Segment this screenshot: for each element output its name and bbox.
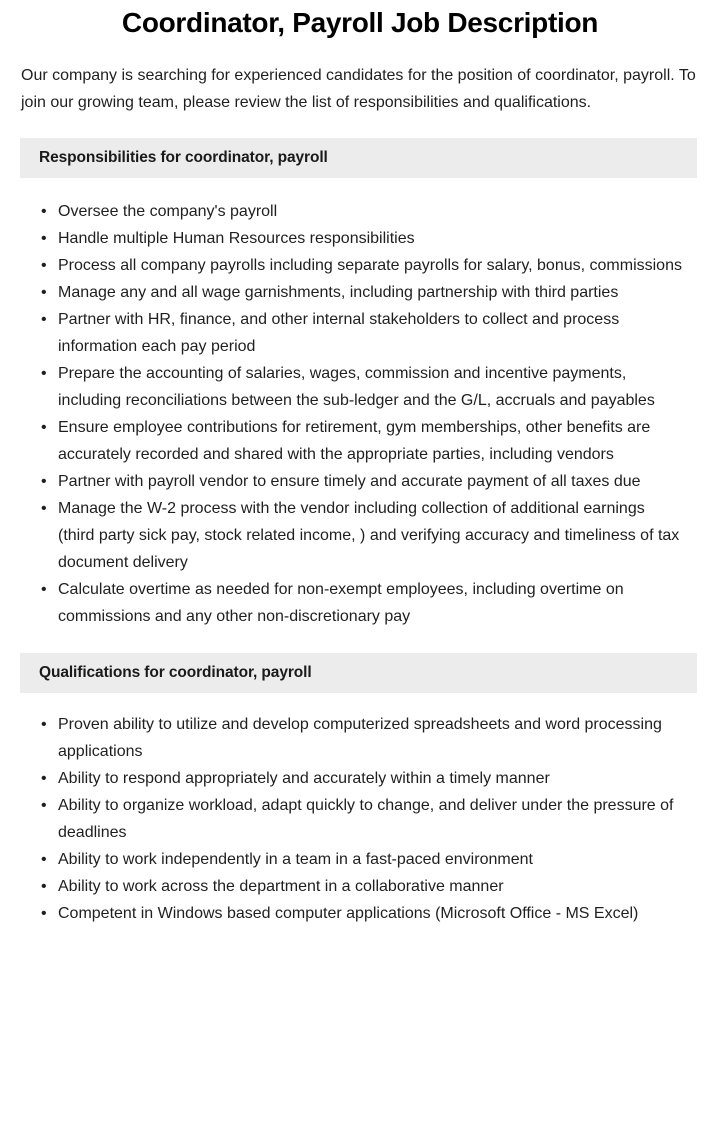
section-header-responsibilities xyxy=(20,138,697,178)
list-item: • Manage the W-2 process with the vendor including collection of additional earnings (third party sick pay, stock related income, ) and verifying accuracy and timeliness of tax document delivery xyxy=(0,495,700,576)
section-header-qualifications xyxy=(20,653,697,693)
list-item: • Prepare the accounting of salaries, wages, commission and incentive payments, including reconciliations between the sub-ledger and the G/L, accruals and payables xyxy=(0,360,700,414)
list-item: • Ensure employee contributions for retirement, gym memberships, other benefits are accurately recorded and shared with the appropriate parties, including vendors xyxy=(0,414,700,468)
list-item: • Ability to work independently in a team in a fast-paced environment xyxy=(0,846,700,873)
list-item: • Ability to respond appropriately and accurately within a timely manner xyxy=(0,765,700,792)
section-qualifications xyxy=(0,653,720,927)
list-item: • Partner with payroll vendor to ensure timely and accurate payment of all taxes due xyxy=(0,468,700,495)
section-header-label: Qualifications for coordinator, payroll xyxy=(39,664,312,681)
list-item: • Ability to work across the department in a collaborative manner xyxy=(0,873,700,900)
list-item: • Calculate overtime as needed for non-exempt employees, including overtime on commissions and any other non-discretionary pay xyxy=(0,576,700,630)
page-title: Coordinator, Payroll Job Description xyxy=(121,7,599,38)
list-item: • Oversee the company's payroll xyxy=(0,198,700,225)
list-item: • Handle multiple Human Resources responsibilities xyxy=(0,225,700,252)
list-item: • Ability to organize workload, adapt quickly to change, and deliver under the pressure of deadlines xyxy=(0,792,700,846)
qualifications-list xyxy=(0,693,720,927)
list-item: • Manage any and all wage garnishments, including partnership with third parties xyxy=(0,279,700,306)
responsibilities-list xyxy=(0,178,720,630)
section-responsibilities xyxy=(0,138,720,630)
list-item: • Competent in Windows based computer applications (Microsoft Office - MS Excel) xyxy=(0,900,700,927)
list-item: • Proven ability to utilize and develop computerized spreadsheets and word processing applications xyxy=(0,711,700,765)
list-item: • Partner with HR, finance, and other internal stakeholders to collect and process information each pay period xyxy=(0,306,700,360)
intro-paragraph: Our company is searching for experienced candidates for the position of coordinator, payroll. To join our growing team, please review the list of responsibilities and qualifications. xyxy=(21,67,696,111)
list-item: • Process all company payrolls including separate payrolls for salary, bonus, commissions xyxy=(0,252,700,279)
section-header-label: Responsibilities for coordinator, payroll xyxy=(39,149,328,166)
